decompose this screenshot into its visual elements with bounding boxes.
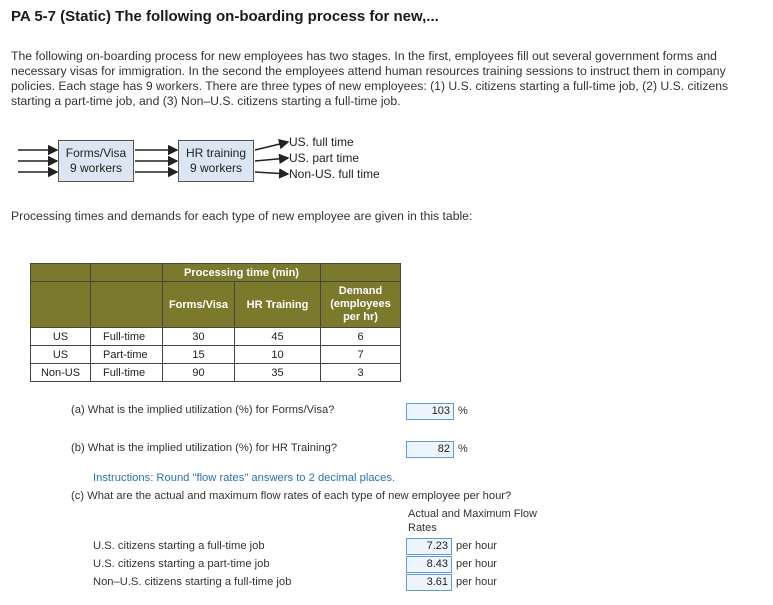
hr-training-stage: [178, 140, 254, 182]
output-non-us-full-time: Non-US. full time: [289, 167, 380, 181]
demand-cell: 7: [321, 346, 401, 364]
output-us-part-time: US. part time: [289, 151, 360, 165]
hr-time-cell: 10: [235, 346, 321, 364]
flow-row-label: U.S. citizens starting a part-time job: [93, 558, 270, 570]
question-c: (c) What are the actual and maximum flow rates of each type of new employee per hour?: [71, 490, 512, 502]
forms-visa-label: Forms/Visa: [65, 146, 127, 160]
processing-intro: Processing times and demands for each type of new employee are given in this table:: [11, 209, 473, 223]
header-demand: [321, 282, 401, 328]
header-blank: [31, 264, 91, 282]
header-demand-line: per hr): [343, 311, 378, 323]
citizen-cell: US: [31, 346, 91, 364]
instructions-note: Instructions: Round "flow rates" answers to 2 decimal places.: [93, 472, 396, 484]
flow-rates-header-line: Actual and Maximum Flow: [408, 508, 537, 520]
flow-rates-header-line: Rates: [408, 522, 437, 534]
demand-cell: 3: [321, 364, 401, 382]
forms-visa-workers: 9 workers: [69, 161, 122, 175]
flow-rates-header: [408, 507, 537, 535]
demand-cell: 6: [321, 328, 401, 346]
flow-unit: per hour: [456, 576, 497, 588]
citizen-cell: Non-US: [31, 364, 91, 382]
flow-row-label: Non–U.S. citizens starting a full-time job: [93, 576, 292, 588]
header-blank: [91, 282, 163, 328]
hr-training-workers: 9 workers: [189, 161, 242, 175]
header-demand-line: (employees: [330, 298, 391, 310]
type-cell: Full-time: [91, 364, 163, 382]
hr-time-cell: 45: [235, 328, 321, 346]
table-row: [31, 364, 401, 382]
header-blank: [321, 264, 401, 282]
forms-time-cell: 15: [163, 346, 235, 364]
table-row: [31, 328, 401, 346]
flow-row-label: U.S. citizens starting a full-time job: [93, 540, 265, 552]
table-row: [31, 346, 401, 364]
forms-time-cell: 90: [163, 364, 235, 382]
flow-rate-input-us-full-time[interactable]: 7.23: [406, 538, 452, 555]
percent-unit: %: [458, 443, 468, 455]
problem-intro: The following on-boarding process for new employees has two stages. In the first, employees fill out several government forms and necessary visas for immigration. In the second the employees attend human resources training sessions to instruct them in company policies. Each stage has 9 workers. There are three types of new employees: (1) U.S. citizens starting a full-time job, (2) U.S. citizens starting a part-time job, and (3) Non–U.S. citizens starting a full-time job.: [11, 49, 729, 108]
hr-training-label: HR training: [185, 146, 247, 160]
processing-table: [30, 263, 401, 382]
type-cell: Part-time: [91, 346, 163, 364]
header-blank: [91, 264, 163, 282]
header-blank: [31, 282, 91, 328]
flow-rate-input-non-us-full-time[interactable]: 3.61: [406, 574, 452, 591]
forms-visa-stage: [58, 140, 134, 182]
citizen-cell: US: [31, 328, 91, 346]
forms-time-cell: 30: [163, 328, 235, 346]
answer-a-input[interactable]: 103: [406, 403, 454, 420]
header-demand-line: Demand: [338, 285, 383, 297]
question-b: (b) What is the implied utilization (%) for HR Training?: [71, 442, 338, 454]
header-processing-time: Processing time (min): [163, 264, 321, 282]
flow-unit: per hour: [456, 558, 497, 570]
header-forms-visa: Forms/Visa: [163, 282, 235, 328]
hr-time-cell: 35: [235, 364, 321, 382]
process-diagram: [0, 130, 420, 190]
flow-unit: per hour: [456, 540, 497, 552]
question-a: (a) What is the implied utilization (%) for Forms/Visa?: [71, 404, 335, 416]
page-title: PA 5-7 (Static) The following on-boarding process for new,...: [11, 8, 439, 25]
flow-rate-input-us-part-time[interactable]: 8.43: [406, 556, 452, 573]
type-cell: Full-time: [91, 328, 163, 346]
header-hr-training: HR Training: [235, 282, 321, 328]
output-us-full-time: US. full time: [289, 135, 354, 149]
answer-b-input[interactable]: 82: [406, 441, 454, 458]
percent-unit: %: [458, 405, 468, 417]
